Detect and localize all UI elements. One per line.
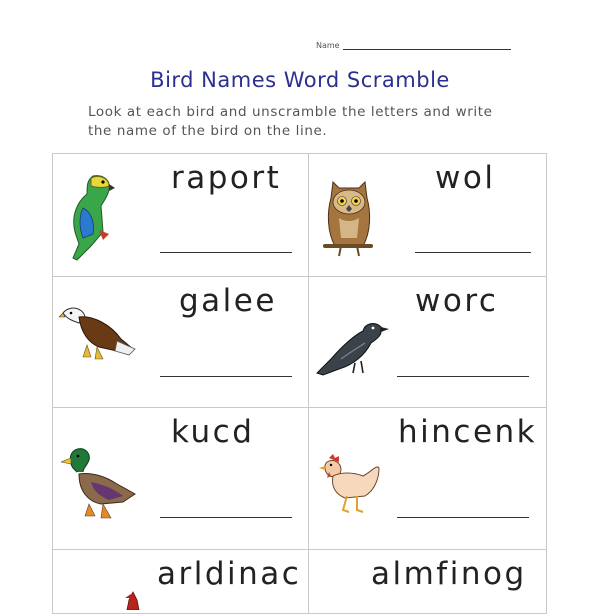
- puzzle-cell-eagle: [53, 277, 309, 408]
- puzzle-grid: [52, 153, 547, 614]
- cardinal-icon: [123, 590, 143, 610]
- puzzle-cell-cardinal: [53, 550, 309, 614]
- owl-icon: [321, 176, 377, 266]
- chicken-icon: [319, 454, 383, 518]
- page-title: Bird Names Word Scramble: [150, 68, 450, 92]
- scrambled-word: kucd: [171, 414, 255, 450]
- answer-line[interactable]: [160, 376, 292, 377]
- scrambled-word: worc: [415, 283, 499, 319]
- name-field: [316, 40, 511, 50]
- puzzle-cell-duck: [53, 408, 309, 550]
- puzzle-cell-parrot: [53, 154, 309, 277]
- scrambled-word: galee: [179, 283, 277, 319]
- instructions-text: Look at each bird and unscramble the letters and write the name of the bird on the line.: [88, 104, 493, 139]
- scrambled-word: raport: [171, 160, 282, 196]
- scrambled-word: hincenk: [398, 414, 538, 450]
- crow-icon: [315, 319, 389, 379]
- puzzle-cell-crow: [309, 277, 547, 408]
- name-label: Name: [316, 41, 340, 50]
- duck-icon: [61, 446, 139, 522]
- puzzle-cell-flamingo: [309, 550, 547, 614]
- answer-line[interactable]: [397, 517, 529, 518]
- scrambled-word: wol: [435, 160, 496, 196]
- eagle-icon: [59, 303, 137, 367]
- answer-line[interactable]: [415, 252, 531, 253]
- parrot-icon: [63, 172, 123, 264]
- flamingo-icon: [323, 592, 343, 612]
- scrambled-word: arldinac: [157, 556, 302, 592]
- answer-line[interactable]: [397, 376, 529, 377]
- name-line[interactable]: [343, 40, 511, 50]
- answer-line[interactable]: [160, 517, 292, 518]
- puzzle-cell-owl: [309, 154, 547, 277]
- scrambled-word: almfinog: [371, 556, 527, 592]
- puzzle-cell-chicken: [309, 408, 547, 550]
- answer-line[interactable]: [160, 252, 292, 253]
